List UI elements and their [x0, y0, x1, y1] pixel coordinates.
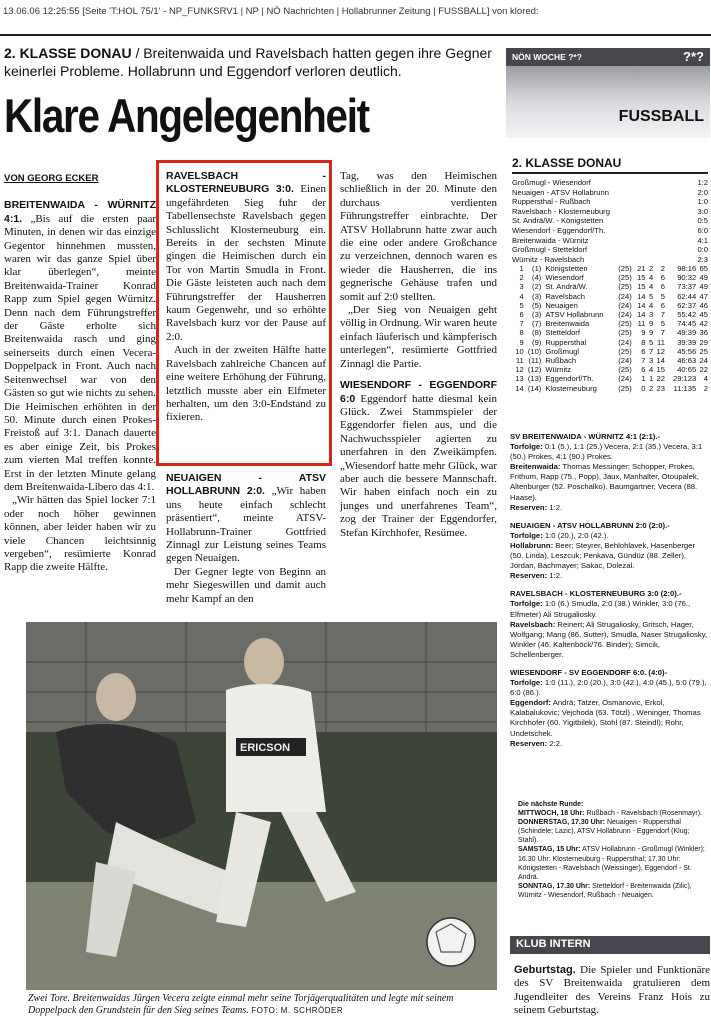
report-label: Torfolge: [510, 678, 543, 688]
sidebar-banner-title: FUSSBALL [618, 108, 704, 125]
result-row [512, 245, 708, 255]
standings-cell: 5 [660, 291, 665, 301]
standings-cell: 11 [657, 337, 665, 347]
report-text: 1:0 (20.), 2:0 (42.). [542, 530, 609, 540]
fixture-day: SONNTAG, 17.30 Uhr: [518, 882, 591, 890]
standings-cell: (24) [618, 300, 632, 310]
standings-cell: 36 [699, 328, 708, 338]
sidebar-banner [506, 66, 710, 138]
result-row [512, 188, 708, 198]
standings-cell: 9 [641, 328, 646, 338]
report-text: Reinert; Ali Strugaliosky, Gritsch, Hager, Wolfgang; Mang (86. Sutter), Smudla, Naser Strugaliosky, Winkler (46. Kaltenböck/76. Binder); Simcik, Schellenberger. [510, 619, 708, 659]
standings-row [512, 328, 708, 337]
standings-cell: 6 [660, 273, 665, 283]
standings-cell: 46 [699, 300, 708, 310]
standings-row [512, 338, 708, 347]
paragraph: Der Gegner legte von Beginn an mehr Siegeswillen und damit auch mehr Kampf an den [166, 565, 326, 605]
standings-cell: 65 [699, 264, 708, 273]
standings-cell: 2 [519, 273, 524, 283]
standings-cell: Neuaigen [545, 300, 578, 310]
standings-cell: 15 [656, 365, 665, 375]
report-label: Hollabrunn: [510, 540, 554, 550]
standings-cell: 14 [656, 356, 665, 366]
photo-credit: FOTO: M. SCHRÖDER [251, 1006, 344, 1015]
standings-cell: (24) [618, 356, 632, 366]
result-row [512, 255, 708, 265]
fixture-day: MITTWOCH, 18 Uhr: [518, 810, 585, 818]
standings-cell: 15 [637, 282, 646, 292]
standings-cell: 3 [648, 356, 654, 366]
standings-cell: 62:37 [677, 300, 697, 310]
fixture-day: SAMSTAG, 15 Uhr: [518, 846, 581, 854]
standings-cell: (24) [618, 291, 632, 301]
standings-cell: 11 [515, 356, 524, 366]
fixture-entry [518, 809, 706, 818]
shirt-sponsor-text: ERICSON [240, 742, 291, 754]
result-score: 0:5 [697, 216, 708, 226]
result-score: 6:0 [697, 225, 708, 235]
standings-cell: 14 [637, 300, 646, 310]
standings-cell: 45 [699, 310, 708, 320]
result-match: Ruppersthal - Rußbach [512, 197, 591, 207]
photo-illustration [26, 622, 497, 990]
standings-cell: 5 [648, 291, 654, 301]
standings-cell: Breitenwaida [545, 319, 590, 329]
standings-cell: 29 [699, 337, 708, 347]
standings-cell: 6 [641, 365, 646, 375]
report-label: Reserven: [510, 571, 548, 581]
result-match: Ravelsbach - Klosterneuburg [512, 206, 610, 216]
standings-cell: 14 [637, 291, 646, 301]
photo-caption [28, 993, 498, 1017]
report-text: Beer; Steyrer, Behlohlavek, Hasenberger (50. Linda), Leszcuk; Penkava, Gündüz (88. Zeller), Jordan, Bachmayer; Sakac, Dolezal. [510, 540, 696, 571]
paragraph: Auch in der zweiten Hälfte hatte Ravelsbach zahlreiche Chancen auf eine weitere Erhöhung der Führung, letztlich musste aber ein Elfmeter herhalten, um den 3:0-Endstand zu fixieren. [166, 344, 326, 424]
fixture-text: Rußbach - Ravelsbach (Rosenmayr). [584, 810, 702, 818]
fixture-entry [518, 845, 706, 881]
standings-cell: (25) [618, 383, 632, 393]
standings-cell: 8 [641, 337, 646, 347]
top-rule [0, 34, 711, 36]
standings-cell: 15 [637, 273, 646, 283]
result-score: 4:1 [697, 235, 708, 245]
standings-row [512, 292, 708, 301]
standings-cell: 14 [637, 310, 646, 320]
subhead-breitenwaida: BREITENWAIDA - WÜRNITZ 4:1. [4, 199, 156, 225]
standings-cell: 2 [660, 264, 665, 273]
result-score: 3:0 [697, 206, 708, 216]
standings-cell: 1 [519, 264, 524, 273]
fixture-entry [518, 818, 706, 845]
standings-row [512, 319, 708, 328]
standings-cell: Würnitz [545, 365, 572, 375]
standings-cell: 4 [648, 365, 654, 375]
standings-cell: (2) [532, 282, 542, 292]
standings-cell: 7 [641, 356, 646, 366]
standings-cell: 90:32 [677, 273, 697, 283]
subhead-wiesendorf: WIESENDORF - EGGENDORF 6:0 [340, 379, 497, 405]
standings-cell: (25) [618, 328, 632, 338]
standings-cell: 73:37 [677, 282, 697, 292]
standings-cell: (24) [618, 374, 632, 384]
results-list [512, 178, 708, 264]
match-report [510, 432, 708, 513]
standings-cell: 0 [641, 383, 646, 393]
standings-cell: 46:63 [677, 356, 697, 366]
standings-cell: 5 [648, 337, 654, 347]
paragraph: Tag, was den Heimischen schließlich in der 20. Minute den durchaus verdienten Führungstreffer einbrachte. Der ATSV Hollabrunn hatte zwar auch die eine oder andere Großchance zu verzeichnen, dennoch waren es wieder die Hausherren, die ins gegnerische Gehäuse trafen und somit auf 2:0 stellten. [340, 170, 497, 303]
report-text: Thomas Messinger; Schopper, Prokes, Frithum, Rapp (75., Popp), Jaux, Manhalter, Otoupalek, Altenburger (52. Poschalko), Baumgartner, Vecera (88. Haase). [510, 462, 699, 502]
fixtures-title: Die nächste Runde: [518, 801, 584, 808]
result-match: Würnitz - Ravelsbach [512, 254, 585, 264]
standings-cell: 9 [519, 337, 524, 347]
result-row [512, 236, 708, 246]
sidebar-header [506, 48, 710, 66]
standings-cell: 2 [648, 264, 654, 273]
headline: Klare Angelegenheit [4, 89, 369, 142]
result-match: Großmugl - Stetteldorf [512, 245, 588, 255]
standings-cell: (25) [618, 365, 632, 375]
football [427, 918, 475, 966]
result-row [512, 226, 708, 236]
paragraph: „Wir hätten das Spiel locker 7:1 oder noch höher gewinnen können, aber leider haben wir zu viele Chancen leichtsinnig vergeben“, resümierte Konrad Rapp die zweite Hälfte. [4, 494, 156, 574]
standings-cell: (14) [527, 383, 542, 393]
standings-cell: 22 [699, 365, 708, 375]
standings-row [512, 273, 708, 282]
standings-cell: Königstetten [545, 264, 588, 273]
standings-cell: 1 [641, 374, 646, 384]
byline: VON GEORG ECKER [4, 173, 99, 184]
standings-row [512, 374, 708, 383]
standings-cell: Wiesendorf [545, 273, 584, 283]
standings-cell: (25) [618, 273, 632, 283]
klub-intern-lead: Geburtstag. [514, 964, 576, 976]
report-label: Reserven: [510, 502, 548, 512]
standings-cell: 2 [703, 383, 708, 393]
standings-cell: (7) [532, 319, 542, 329]
klub-intern-title: KLUB INTERN [516, 938, 591, 950]
standings-cell: (24) [618, 310, 632, 320]
paragraph: „Wir haben uns heute einfach schlecht präsentiert“, meinte ATSV-Hollabrunn-Trainer Gottfried Zinnagl zur Leistung seines Teams gegen Neuaigen. [166, 485, 326, 565]
league-title: 2. KLASSE DONAU [512, 156, 622, 170]
standings-cell: 42 [699, 319, 708, 329]
standings-cell: Rußbach [545, 356, 577, 366]
standings-row [512, 347, 708, 356]
result-match: Breitenwaida - Würnitz [512, 235, 589, 245]
match-report [510, 668, 708, 749]
standings-cell: 12 [656, 346, 665, 356]
standings-cell: 62:44 [677, 291, 697, 301]
result-score: 0:0 [697, 245, 708, 255]
standings-cell: 5 [660, 319, 665, 329]
standings-cell: 40:65 [677, 365, 697, 375]
report-text: 1:2. [547, 502, 563, 512]
report-text: 0:1 (5.), 1:1 (25.) Vecera, 2:1 (35.) Vecera, 3:1 (50.) Prokes, 4:1 (90.) Prokes. [510, 442, 703, 462]
standings-cell: 4 [648, 273, 654, 283]
subhead-ravelsbach: RAVELSBACH - KLOSTERNEUBURG 3:0. [166, 170, 326, 196]
page-info-text: 13.06.06 12:25:55 [Seite 'T:HOL 75/1' - NP_FUNKSRV1 | NP | NÖ Nachrichten | Hollabrunner Zeitung | FUSSBALL] von klored: [3, 6, 539, 17]
standings-row [512, 301, 708, 310]
standings-row [512, 282, 708, 291]
kicker-lead: 2. KLASSE DONAU [4, 45, 132, 61]
standings-table [512, 264, 708, 393]
standings-cell: 7 [519, 319, 524, 329]
result-row [512, 207, 708, 217]
standings-cell: 4 [519, 291, 524, 301]
standings-cell: (11) [528, 356, 542, 366]
standings-row [512, 356, 708, 365]
standings-cell: 47 [699, 291, 708, 301]
fixture-entry [518, 882, 706, 900]
article-column-3 [340, 170, 497, 540]
standings-cell: 39:39 [677, 337, 697, 347]
report-label: Breitenwaida: [510, 462, 561, 472]
next-round-fixtures [518, 800, 706, 900]
standings-cell: (12) [527, 365, 542, 375]
report-text: 1:2. [547, 571, 563, 581]
standings-cell: Klosterneuburg [545, 383, 597, 393]
standings-cell: 11:135 [673, 383, 697, 393]
standings-cell: (13) [527, 374, 542, 384]
match-report-title: WIESENDORF - SV EGGENDORF 6:0. (4:0)- [510, 667, 668, 677]
match-report [510, 589, 708, 660]
fixture-text: ATSV Hollabrunn - Großmugl (Winkler); 16.30 Uhr: Klosterneuburg - Ruppersthal; 17.30 Uhr: Königstetten - Ravelsbach (Weissinger), Eggendorf - St. Andrä. [518, 846, 705, 881]
sidebar-header-left: NÖN WOCHE ?*? [512, 52, 582, 62]
standings-cell: (24) [618, 337, 632, 347]
standings-cell: 7 [660, 310, 665, 320]
standings-cell: (3) [532, 291, 542, 301]
standings-cell: 55:42 [677, 310, 697, 320]
result-score: 1:2 [697, 178, 708, 187]
report-label: Ravelsbach: [510, 619, 556, 629]
report-label: Reserven: [510, 738, 548, 748]
standings-cell: 45:56 [677, 346, 697, 356]
standings-cell: 10 [515, 346, 524, 356]
standings-cell: Ruppersthal [545, 337, 587, 347]
report-text: 1:0 (11.), 2:0 (20.), 3:0 (42.), 4:0 (45.), 5:0 (79.), 6:0 (86.). [510, 678, 707, 698]
highlight-box [156, 160, 332, 466]
report-text: 2:2. [547, 738, 563, 748]
report-label: Eggendorf: [510, 698, 551, 708]
standings-cell: (25) [618, 282, 632, 292]
match-report-title: NEUAIGEN - ATSV HOLLABRUNN 2:0 (2:0).- [510, 520, 670, 530]
standings-cell: 22 [656, 374, 665, 384]
paragraph: „Der Sieg von Neuaigen geht völlig in Ordnung. Wir waren heute einfach läuferisch und kämpferisch unterlegen“, resümierte Gottfried Zinnagl die Partie. [340, 304, 497, 370]
standings-cell: ATSV Hollabrunn [545, 310, 604, 320]
standings-row [512, 384, 708, 393]
standings-cell: 4 [703, 374, 708, 384]
report-label: Torfolge: [510, 599, 543, 609]
klub-intern-text [514, 964, 710, 1018]
klub-intern-header [510, 936, 710, 954]
standings-cell: (8) [532, 328, 542, 338]
standings-cell: 49 [699, 282, 708, 292]
result-score: 2:3 [697, 254, 708, 264]
report-text: 1:0 (6.) Smudla, 2:0 (38.) Winkler, 3:0 (76., Elfmeter) Ali Strugaliosky. [510, 599, 691, 619]
standings-cell: 49:39 [677, 328, 697, 338]
kicker-text: / Breitenwaida und Ravelsbach hatten gegen ihre Gegner keinerlei Probleme. Hollabrunn und Eggendorf verloren deutlich. [4, 45, 492, 79]
standings-cell: 4 [648, 282, 654, 292]
standings-cell: 1 [648, 374, 654, 384]
standings-cell: (5) [532, 300, 542, 310]
result-match: Wiesendorf - Eggendorf/Th. [512, 225, 606, 235]
standings-cell: 7 [648, 346, 654, 356]
match-reports [510, 432, 708, 757]
standings-cell: 6 [660, 300, 665, 310]
fixture-text: Neuaigen - Ruppersthal (Schindele; Lazic), ATSV Hollabrunn - Eggendorf (Klug; Stahl). [518, 819, 690, 845]
standings-cell: Großmugl [545, 346, 580, 356]
standings-cell: 14 [515, 383, 524, 393]
paragraph: „Bis auf die ersten paar Minuten, in denen wir das einzige Gegentor hinnehmen mussten, waren wir das ganze Spiel über klar überlegen“, meinte Breitenwaida-Trainer Konrad Rapp zum Spiel gegen Würnitz. Denn nach dem Führungstreffer der Gäste erholte sich Breitenwaida rasch und ging seinerseits durch einen Vecera-Doppelpack in Front. Auch nach Seitenwechsel war von den Gästen so gut wie nichts zu sehen. Die Heimischen erhöhten in der 50. Minute durch einen Prokes-Freistoß auf 3:1. Danach dauerte es aber einige Zeit, bis Prokes zum vierten Mal treffen konnte. Erst in der letzten Minute gelang dem Breitenwaida-Libero das 4:1. [4, 212, 157, 493]
standings-cell: 8 [519, 328, 524, 338]
result-row [512, 178, 708, 188]
standings-cell: (1) [532, 264, 542, 273]
report-text: Andrä; Tatzer, Osmanovic, Erkol, Kalabalukovic; Vejchoda (63. Tötzl) , Weninger, Thomas Kirchhofer (60. Yigitbilek), Stohl (87. Steindl); Rohr, Undetschek. [510, 698, 701, 738]
standings-cell: (25) [618, 264, 632, 273]
standings-cell: 7 [660, 328, 665, 338]
klub-intern-body: Die Spieler und Funktionäre des SV Breitenwaida gratulieren dem Jugendleiter des Vereins Franz Hois zu seinem Geburtstag. [514, 964, 710, 1017]
report-label: Torfolge: [510, 442, 543, 452]
standings-row [512, 264, 708, 273]
sidebar-header-right: ?*? [683, 49, 704, 64]
article-column-2-lower [166, 472, 326, 606]
standings-cell: 9 [648, 328, 654, 338]
standings-cell: 4 [648, 300, 654, 310]
match-report [510, 521, 708, 582]
result-row [512, 216, 708, 226]
standings-cell: 74:45 [677, 319, 697, 329]
result-match: St. Andrä/W. - Königstetten [512, 216, 604, 226]
paragraph: Einen ungefährdeten Sieg fuhr der Tabellensechste Ravelsbach gegen Schlusslicht Klosterneuburg ein. Bereits in der sechsten Minute gingen die Heimischen durch ein Tor von Martin Smudla in Front. Die Gäste leisteten auch nach dem Führungstreffer der Hausherren kaum Gegenwehr, und so erhöhte Ravelsbach kurz vor der Pause auf 2:0. [166, 183, 326, 343]
fixture-text: Stetteldorf - Breitenwaida (Zilic), Würnitz - Wiesendorf, Rußbach - Neuaigen. [518, 882, 692, 899]
standings-cell: Stetteldorf [545, 328, 580, 338]
standings-cell: 21 [637, 264, 646, 273]
standings-cell: 13 [515, 374, 524, 384]
standings-cell: (9) [532, 337, 542, 347]
standings-row [512, 365, 708, 374]
standings-cell: 6 [641, 346, 646, 356]
standings-cell: 11 [637, 319, 646, 329]
standings-cell: 9 [648, 319, 654, 329]
standings-cell: 25 [699, 346, 708, 356]
standings-cell: 49 [699, 273, 708, 283]
article-column-1 [4, 172, 156, 575]
subhead-neuaigen: NEUAIGEN - ATSV HOLLABRUNN 2:0. [166, 472, 326, 498]
standings-cell: 2 [648, 383, 654, 393]
report-label: Torfolge: [510, 530, 543, 540]
standings-cell: (4) [532, 273, 542, 283]
result-score: 1:0 [697, 197, 708, 207]
standings-cell: (25) [618, 346, 632, 356]
paragraph: Eggendorf hatte diesmal kein Glück. Zwei Stammspieler der Eggendorfer fielen aus, und die Nachwuchsspieler agierten zu unerfahren in den Zweikämpfen. „Wiesendorf hatte mehr Glück, war aber auch die bessere Mannschaft. Wir haben einfach noch ein zu junges und unerfahrenes Team“, zog der Trainer der Eggendorfer, Stefan Kirchhofer, Resümee. [340, 392, 497, 539]
match-photo [26, 622, 497, 990]
standings-cell: (25) [618, 319, 632, 329]
match-report-title: RAVELSBACH - KLOSTERNEUBURG 3:0 (2:0).- [510, 589, 682, 599]
standings-cell: 29:123 [672, 374, 697, 384]
standings-cell: 23 [656, 383, 665, 393]
standings-cell: 3 [519, 282, 524, 292]
standings-cell: 5 [519, 300, 524, 310]
standings-row [512, 310, 708, 319]
standings-cell: 6 [660, 282, 665, 292]
result-match: Großmugl - Wiesendorf [512, 178, 591, 187]
standings-cell: 98:16 [677, 264, 697, 273]
result-score: 2:0 [697, 187, 708, 197]
standings-cell: 3 [648, 310, 654, 320]
standings-cell: Eggendorf/Th. [545, 374, 594, 384]
standings-cell: 24 [699, 356, 708, 366]
standings-cell: (10) [527, 346, 542, 356]
caption-text: Zwei Tore. Breitenwaidas Jürgen Vecera zeigte einmal mehr seine Torjägerqualitäten und legte mit seinem Doppelpack den Grundstein für den Sieg seines Teams. [28, 993, 454, 1016]
standings-cell: 12 [515, 365, 524, 375]
standings-cell: 6 [519, 310, 524, 320]
fixture-day: DONNERSTAG, 17.30 Uhr: [518, 819, 605, 827]
standings-cell: (3) [532, 310, 542, 320]
page-info-line [0, 0, 711, 34]
result-row [512, 197, 708, 207]
kicker [4, 44, 500, 80]
league-title-rule [512, 172, 708, 174]
standings-cell: Ravelsbach [545, 291, 586, 301]
standings-cell: St. Andrä/W. [545, 282, 588, 292]
result-match: Neuaigen - ATSV Hollabrunn [512, 187, 609, 197]
match-report-title: SV BREITENWAIDA - WÜRNITZ 4:1 (2:1).- [510, 432, 661, 441]
